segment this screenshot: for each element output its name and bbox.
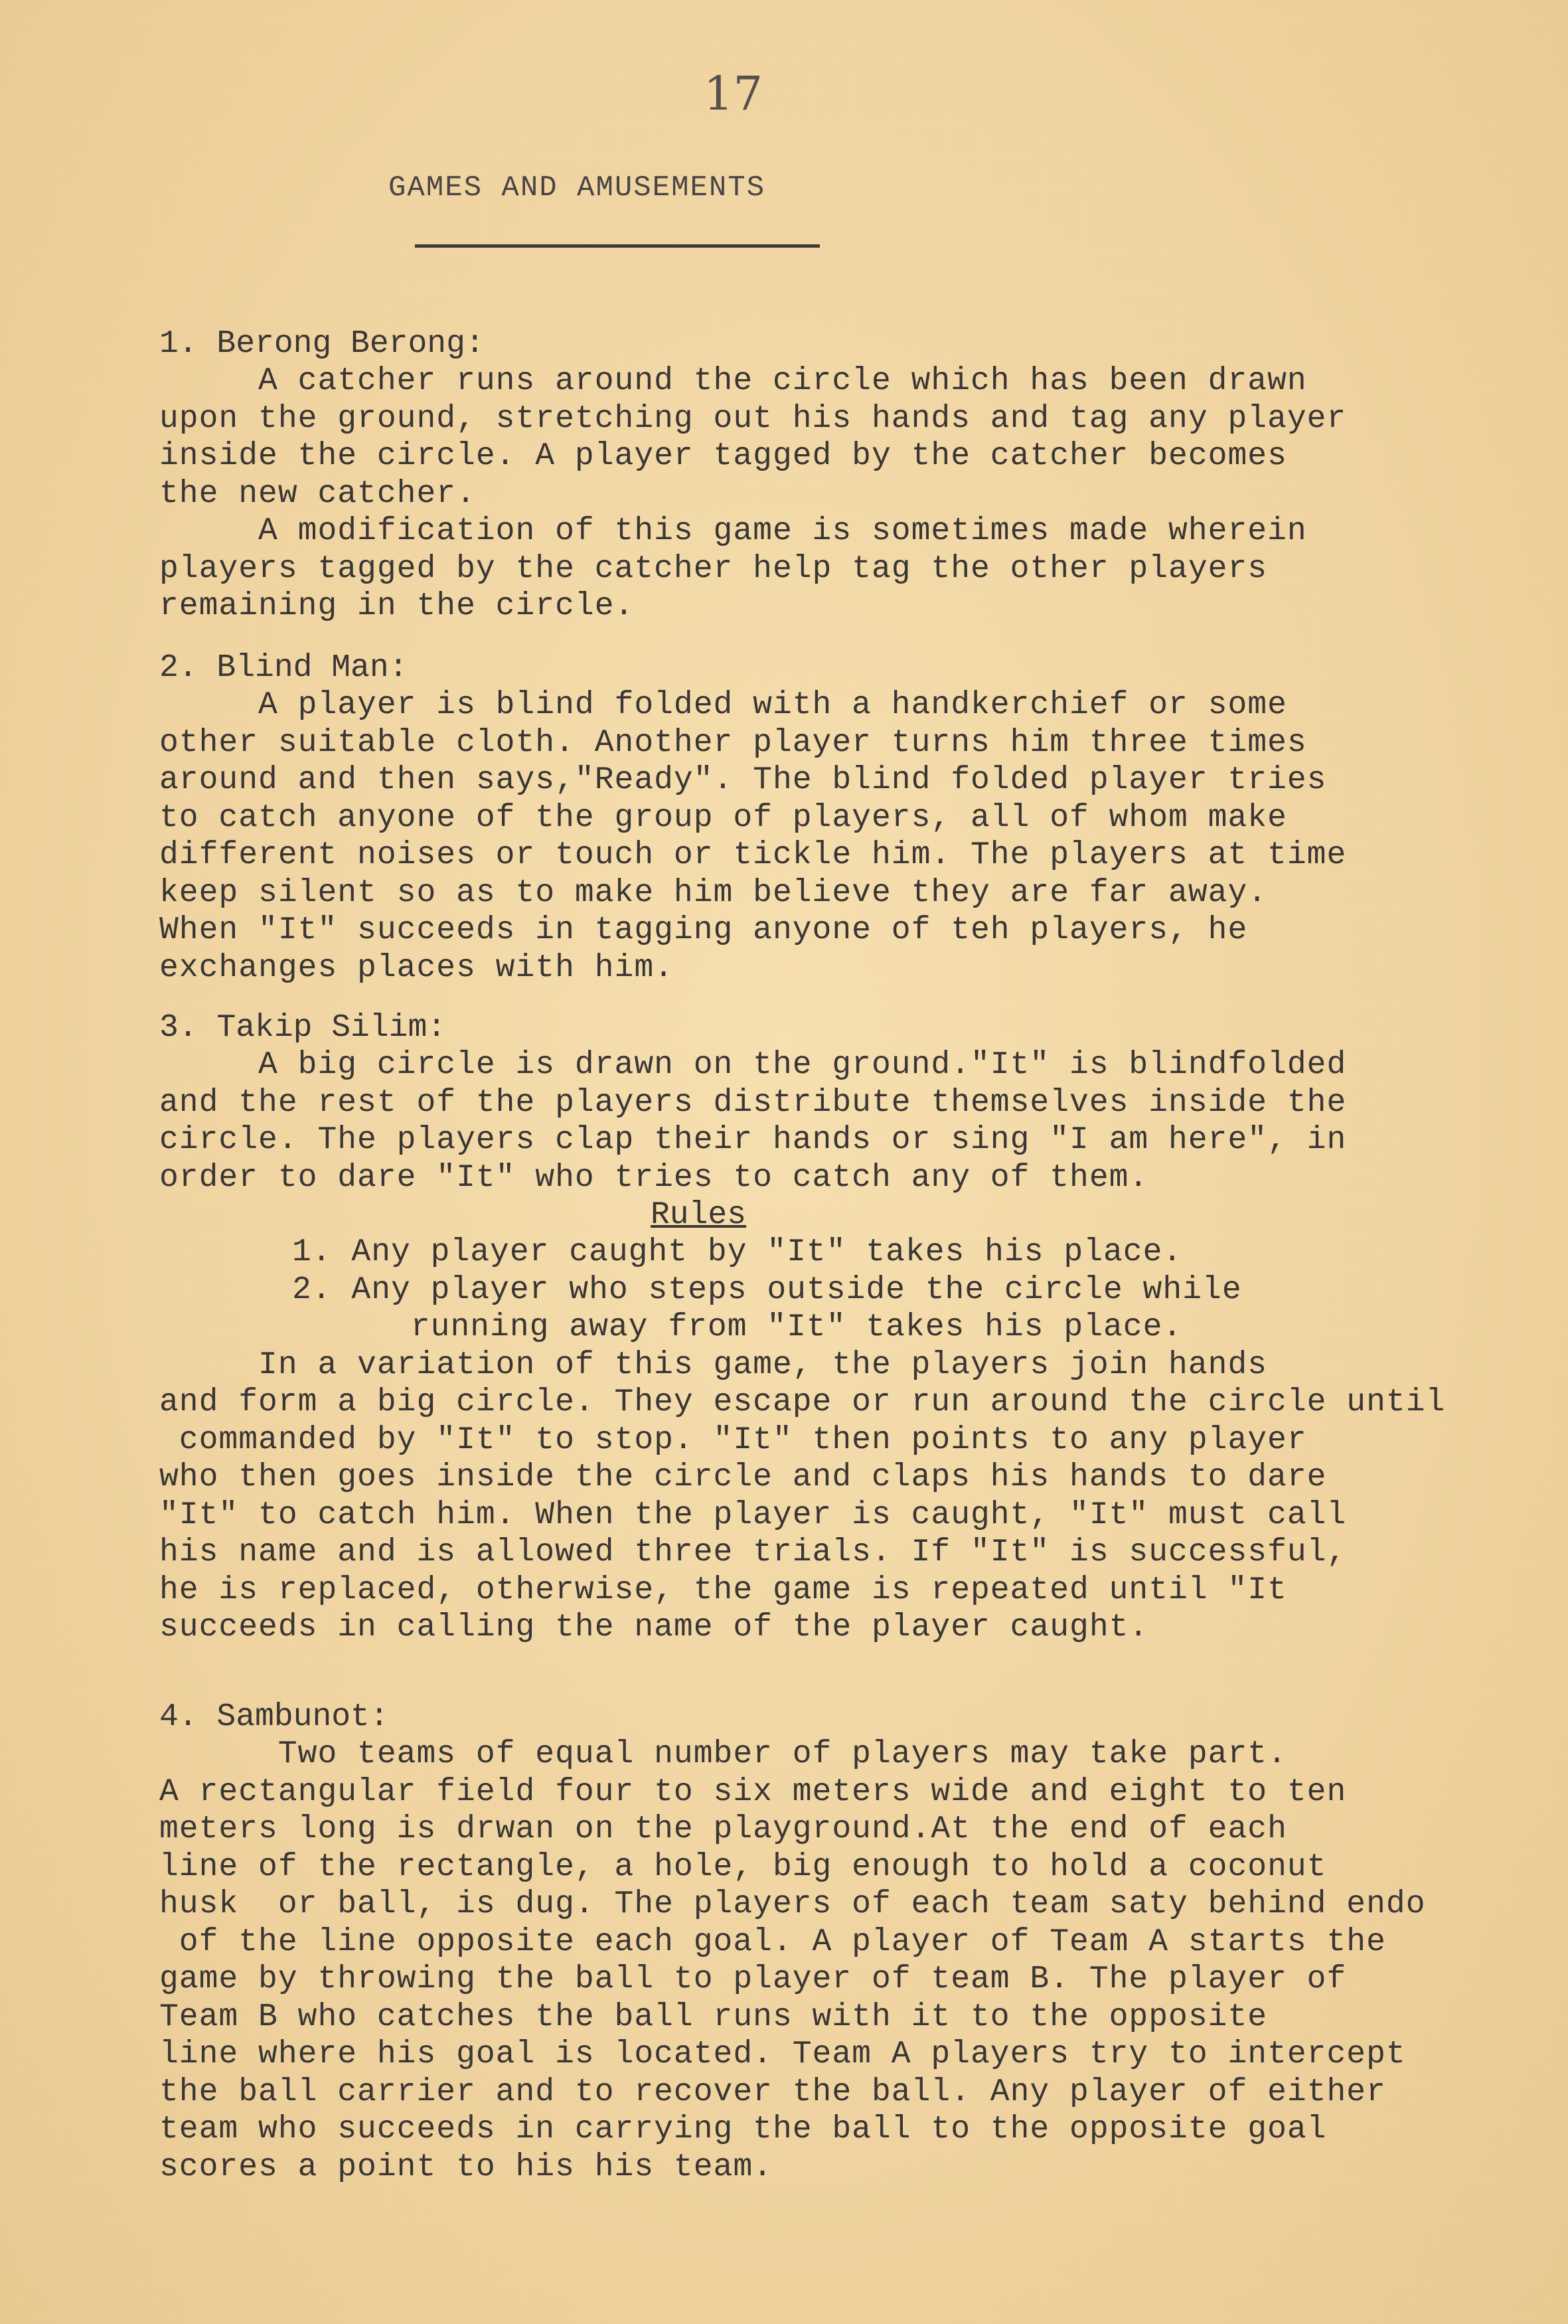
section-blind-man bbox=[159, 649, 1520, 987]
line: "It" to catch him. When the player is caught, "It" must call bbox=[159, 1497, 1347, 1533]
section-heading: 2. Blind Man: bbox=[159, 650, 408, 686]
page-number: 17 bbox=[704, 66, 763, 121]
page-title: GAMES AND AMUSEMENTS bbox=[388, 171, 766, 205]
line: A catcher runs around the circle which has been drawn bbox=[159, 363, 1307, 399]
line: keep silent so as to make him believe they are far away. bbox=[159, 874, 1268, 911]
line: the new catcher. bbox=[159, 475, 476, 512]
line: A rectangular field four to six meters wide and eight to ten bbox=[159, 1774, 1347, 1810]
line: of the line opposite each goal. A player of Team A starts the bbox=[159, 1924, 1386, 1960]
line: and the rest of the players distribute themselves inside the bbox=[159, 1084, 1347, 1121]
line: the ball carrier and to recover the ball. Any player of either bbox=[159, 2074, 1386, 2110]
line: to catch anyone of the group of players, all of whom make bbox=[159, 799, 1287, 836]
line: other suitable cloth. Another player turns him three times bbox=[159, 724, 1307, 761]
line: and form a big circle. They escape or run around the circle until bbox=[159, 1384, 1446, 1420]
rule-item: running away from "It" takes his place. bbox=[292, 1309, 1183, 1345]
line: Team B who catches the ball runs with it to the opposite bbox=[159, 1999, 1268, 2035]
line: inside the circle. A player tagged by the catcher becomes bbox=[159, 438, 1287, 474]
line: Two teams of equal number of players may take part. bbox=[159, 1736, 1287, 1772]
line: A modification of this game is sometimes made wherein bbox=[159, 513, 1307, 549]
line: who then goes inside the circle and claps his hands to dare bbox=[159, 1459, 1327, 1495]
line: exchanges places with him. bbox=[159, 950, 674, 986]
line: line of the rectangle, a hole, big enough to hold a coconut bbox=[159, 1849, 1327, 1885]
line: scores a point to his his team. bbox=[159, 2149, 773, 2185]
line: A big circle is drawn on the ground."It" is blindfolded bbox=[159, 1047, 1347, 1083]
section-takip-silim bbox=[159, 1009, 1520, 1647]
line: In a variation of this game, the players join hands bbox=[159, 1347, 1268, 1383]
line: meters long is drwan on the playground.At the end of each bbox=[159, 1811, 1287, 1847]
section-sambunot bbox=[159, 1699, 1520, 2186]
line: succeeds in calling the name of the player caught. bbox=[159, 1610, 1149, 1645]
line: commanded by "It" to stop. "It" then points to any player bbox=[159, 1422, 1307, 1458]
line: his name and is allowed three trials. If "It" is successful, bbox=[159, 1535, 1347, 1570]
section-heading: 1. Berong Berong: bbox=[159, 326, 485, 362]
title-underline bbox=[415, 244, 820, 248]
line: circle. The players clap their hands or sing "I am here", in bbox=[159, 1122, 1347, 1158]
line: upon the ground, stretching out his hands and tag any player bbox=[159, 400, 1347, 437]
rule-item: 2. Any player who steps outside the circle while bbox=[292, 1272, 1242, 1308]
line: around and then says,"Ready". The blind folded player tries bbox=[159, 762, 1327, 798]
line: different noises or touch or tickle him. The players at time bbox=[159, 837, 1347, 873]
line: husk or ball, is dug. The players of each team saty behind endo bbox=[159, 1886, 1426, 1922]
section-berong-berong bbox=[159, 325, 1520, 625]
line: players tagged by the catcher help tag the other players bbox=[159, 550, 1268, 587]
line: line where his goal is located. Team A players try to intercept bbox=[159, 2036, 1406, 2072]
line: When "It" succeeds in tagging anyone of teh players, he bbox=[159, 912, 1248, 948]
line: remaining in the circle. bbox=[159, 588, 635, 624]
line: A player is blind folded with a handkerchief or some bbox=[159, 687, 1287, 723]
line: game by throwing the ball to player of team B. The player of bbox=[159, 1961, 1347, 1997]
line: order to dare "It" who tries to catch any of them. bbox=[159, 1159, 1149, 1196]
line: team who succeeds in carrying the ball to the opposite goal bbox=[159, 2112, 1327, 2147]
section-heading: 3. Takip Silim: bbox=[159, 1010, 447, 1046]
section-heading: 4. Sambunot: bbox=[159, 1699, 389, 1735]
rules-heading: Rules bbox=[651, 1197, 747, 1233]
rule-item: 1. Any player caught by "It" takes his place. bbox=[292, 1234, 1183, 1270]
line: he is replaced, otherwise, the game is repeated until "It bbox=[159, 1572, 1287, 1608]
